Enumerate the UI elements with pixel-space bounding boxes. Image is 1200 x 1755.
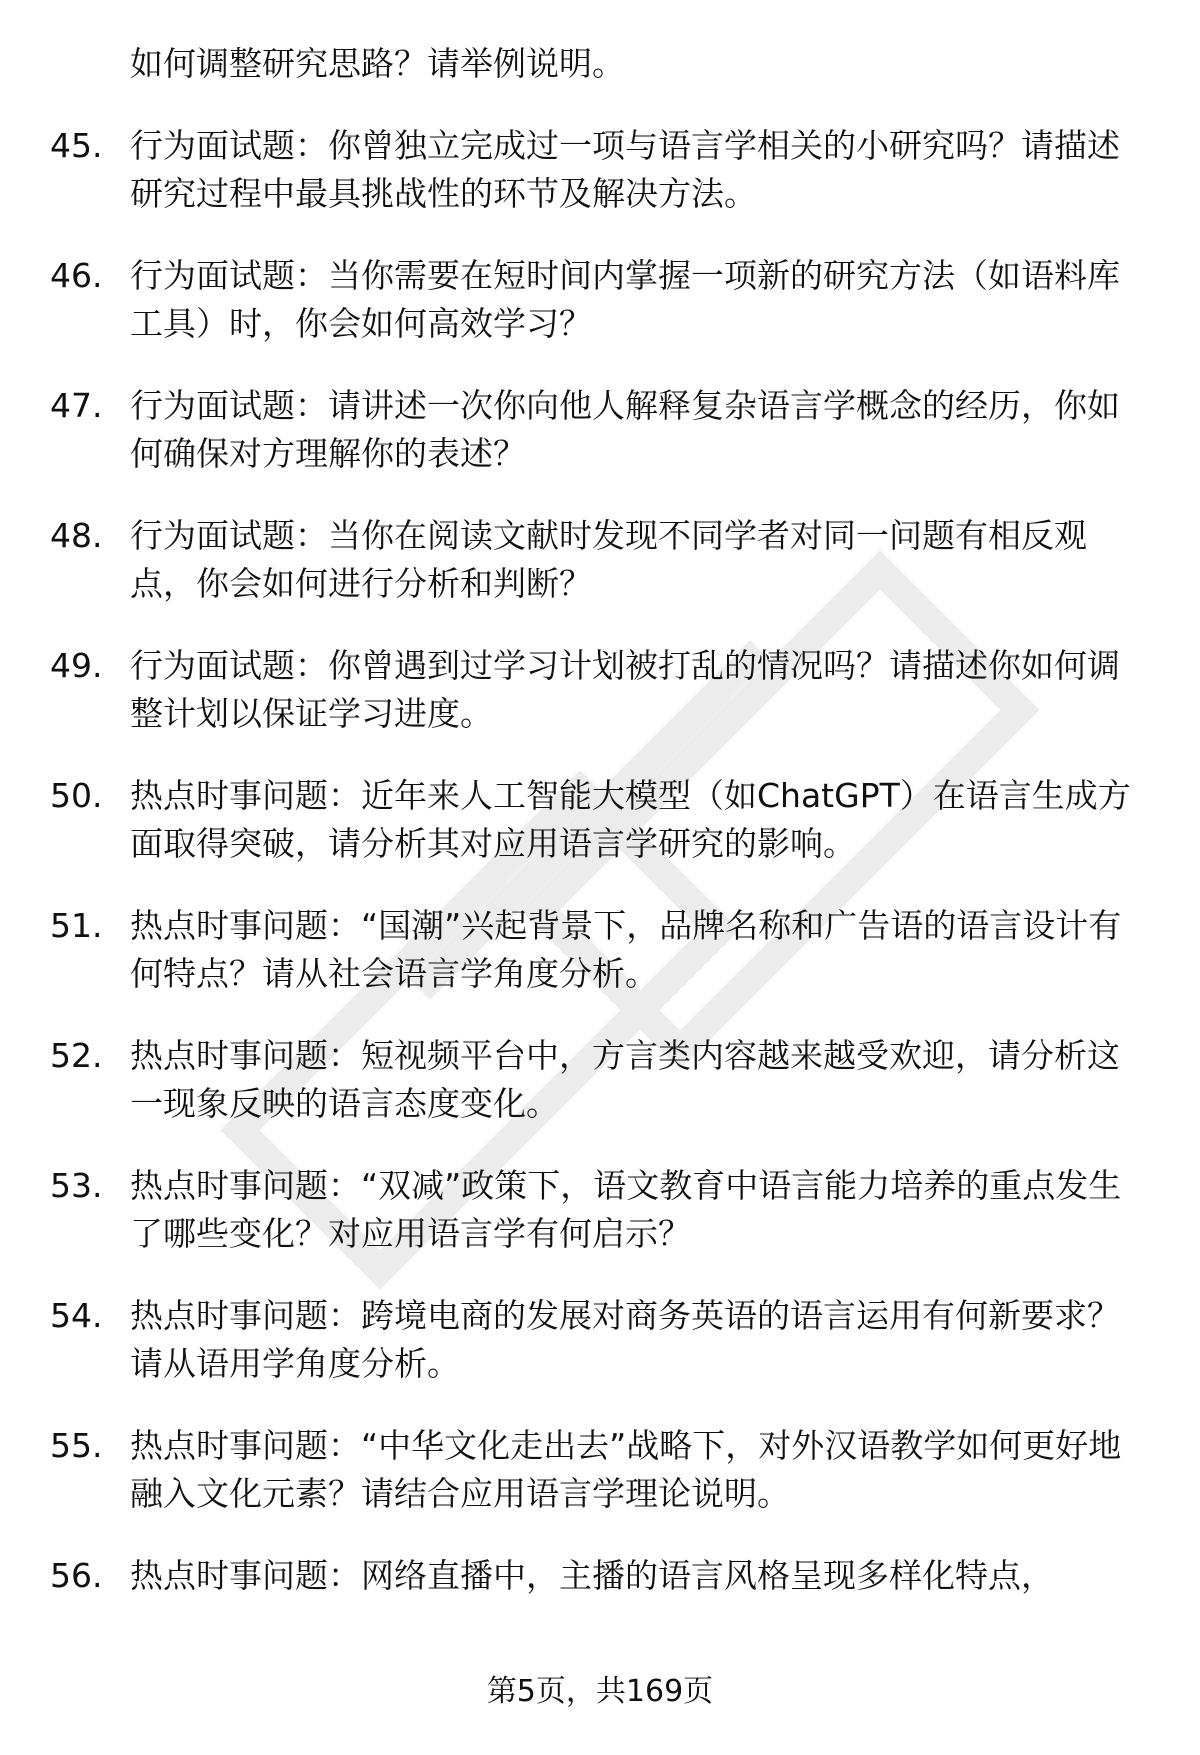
question-text: 热点时事问题：网络直播中，主播的语言风格呈现多样化特点， <box>130 1556 1054 1595</box>
question-text: 行为面试题：当你在阅读文献时发现不同学者对同一问题有相反观点，你会如何进行分析和判断？ <box>130 516 1087 603</box>
question-number: 52. <box>50 1036 103 1075</box>
question-text: 热点时事问题：“国潮”兴起背景下，品牌名称和广告语的语言设计有何特点？请从社会语言学角度分析。 <box>130 906 1122 993</box>
question-number: 55. <box>50 1426 103 1465</box>
question-number: 47. <box>50 386 103 425</box>
list-item <box>50 902 1150 998</box>
question-text: 热点时事问题：短视频平台中，方言类内容越来越受欢迎，请分析这一现象反映的语言态度变化。 <box>130 1036 1120 1123</box>
question-text: 热点时事问题：跨境电商的发展对商务英语的语言运用有何新要求？请从语用学角度分析。 <box>130 1296 1120 1383</box>
question-number: 51. <box>50 906 103 945</box>
question-text: 热点时事问题：“双减”政策下，语文教育中语言能力培养的重点发生了哪些变化？对应用语言学有何启示？ <box>130 1166 1122 1253</box>
list-item <box>50 1162 1150 1258</box>
question-number: 56. <box>50 1556 103 1595</box>
page-footer: 第5页，共169页 <box>486 1674 714 1709</box>
question-text: 热点时事问题：近年来人工智能大模型（如ChatGPT）在语言生成方面取得突破，请分析其对应用语言学研究的影响。 <box>130 776 1131 863</box>
question-number: 49. <box>50 646 103 685</box>
question-list <box>50 40 1150 1634</box>
list-item <box>50 772 1150 868</box>
question-text: 热点时事问题：“中华文化走出去”战略下，对外汉语教学如何更好地融入文化元素？请结合应用语言学理论说明。 <box>130 1426 1122 1513</box>
list-item <box>50 1552 1150 1600</box>
question-number: 53. <box>50 1166 103 1205</box>
list-item <box>50 512 1150 608</box>
list-item <box>50 1292 1150 1388</box>
continuation-text: 如何调整研究思路？请举例说明。 <box>130 44 625 83</box>
question-text: 行为面试题：你曾独立完成过一项与语言学相关的小研究吗？请描述研究过程中最具挑战性的环节及解决方法。 <box>130 126 1120 213</box>
list-item <box>50 1032 1150 1128</box>
question-number: 54. <box>50 1296 103 1335</box>
question-number: 45. <box>50 126 103 165</box>
question-number: 50. <box>50 776 103 815</box>
list-item-continuation <box>50 40 1150 88</box>
list-item <box>50 1422 1150 1518</box>
list-item <box>50 122 1150 218</box>
question-text: 行为面试题：请讲述一次你向他人解释复杂语言学概念的经历，你如何确保对方理解你的表述？ <box>130 386 1120 473</box>
list-item <box>50 642 1150 738</box>
list-item <box>50 252 1150 348</box>
question-number: 48. <box>50 516 103 555</box>
question-number: 46. <box>50 256 103 295</box>
question-text: 行为面试题：你曾遇到过学习计划被打乱的情况吗？请描述你如何调整计划以保证学习进度。 <box>130 646 1120 733</box>
question-text: 行为面试题：当你需要在短时间内掌握一项新的研究方法（如语料库工具）时，你会如何高效学习？ <box>130 256 1120 343</box>
list-item <box>50 382 1150 478</box>
